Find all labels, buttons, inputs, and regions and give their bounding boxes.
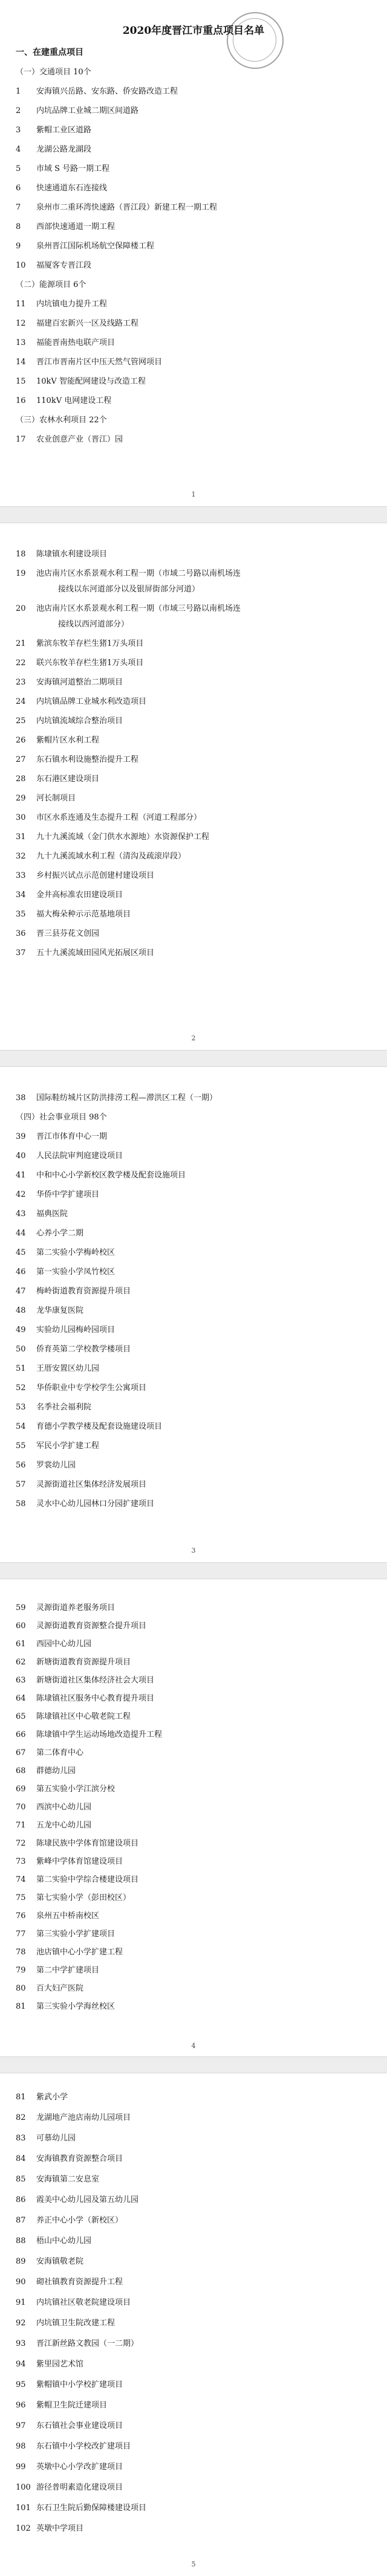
list-item: 93 晋江新丝路文教园（一二期） (16, 2339, 139, 2348)
list-item: 19 池店南片区水系景观水利工程一期（市域二号路以南机场连 (16, 569, 241, 578)
list-item: 11 内坑镇电力提升工程 (16, 300, 108, 309)
list-item: 65 陈埭镇社区中心敬老院工程 (16, 1712, 131, 1721)
list-item: 32 九十九溪流域水利工程（清沟及疏滚岸段） (16, 852, 186, 861)
list-item: 44 心养小学二期 (16, 1229, 84, 1238)
list-item: 88 梧山中心幼儿园 (16, 2236, 92, 2246)
list-item: 91 内坑镇社区敬老院建设项目 (16, 2298, 131, 2307)
list-item: 20 池店南片区水系景观水利工程一期（市域三号路以南机场连 (16, 604, 241, 613)
list-item: 18 陈埭镇水利建设项目 (16, 550, 108, 559)
page-separator (0, 1050, 387, 1067)
list-item: 36 晋三县芬花文创园 (16, 929, 100, 938)
list-item: 81 第三实验小学海丝校区 (16, 2002, 115, 2011)
list-item: 72 陈埭民族中学体育馆建设项目 (16, 1839, 139, 1848)
document-title: 2020年度晋江市重点项目名单 (122, 25, 265, 37)
list-item: 5 市域 S 号路一期工程 (16, 164, 110, 173)
list-item: 90 砌社镇教育资源提升工程 (16, 2278, 123, 2287)
list-item: 30 市区水系连通及生态提升工程（河道工程部分） (16, 813, 202, 822)
list-item: 4 龙湖公路龙湖段 (16, 145, 92, 154)
list-item: 102 英墩中学项目 (16, 2524, 84, 2533)
list-item-continuation: 接线以西河道部分） (58, 620, 129, 629)
list-item: 55 军民小学扩建工程 (16, 1441, 100, 1451)
list-item: 78 池店镇中心小学扩建工程 (16, 1948, 123, 1957)
list-item: 46 第一实验小学凤竹校区 (16, 1267, 115, 1277)
list-item: 83 可慕幼儿园 (16, 2134, 76, 2143)
page-1 (0, 0, 387, 506)
page-separator (0, 1562, 387, 1579)
list-item: 84 安海镇教育资源整合项目 (16, 2154, 123, 2163)
list-item: 42 华侨中学扩建项目 (16, 1190, 100, 1199)
subsection-heading: （二）能源项目 6个 (16, 280, 86, 289)
list-item: 82 龙湖地产池店南幼儿园项目 (16, 2113, 131, 2122)
list-item: 16 110kV 电网建设工程 (16, 396, 112, 405)
list-item: 66 陈埭镇中学生运动场地改造提升工程 (16, 1730, 163, 1739)
list-item: 21 紫滨东牧羊存栏生猪1万头项目 (16, 639, 144, 648)
list-item: 48 龙华康复医院 (16, 1306, 84, 1315)
list-item: 37 五十九溪流域田园风光拓展区项目 (16, 948, 155, 958)
list-item: 12 福建百宏新兴一区及线路工程 (16, 319, 139, 328)
list-item: 71 五龙中心幼儿园 (16, 1821, 92, 1830)
list-item: 22 联兴东牧羊存栏生猪1万头项目 (16, 658, 144, 668)
list-item: 80 百大妇产医院 (16, 1984, 84, 1993)
list-item: 2 内坑品牌工业城二期区间道路 (16, 106, 139, 115)
list-item: 23 安海镇河道整治二期项目 (16, 678, 123, 687)
page-separator (0, 2056, 387, 2073)
list-item: 47 梅岭街道教育资源提升项目 (16, 1287, 131, 1296)
list-item: 24 内坑镇品牌工业城水利改造项目 (16, 697, 147, 706)
list-item: 40 人民法院审判庭建设项目 (16, 1151, 123, 1161)
page-number: 4 (191, 2042, 196, 2050)
list-item: 10 福厦客专晋江段 (16, 261, 92, 270)
list-item: 60 灵源街道教育资源整合提升项目 (16, 1621, 147, 1631)
list-item: 95 紫帽镇中小学校扩建项目 (16, 2380, 123, 2389)
list-item: 7 泉州市二重环湾快速路（晋江段）新建工程一期工程 (16, 203, 218, 212)
list-item: 38 国际鞋纺城片区防洪排涝工程—滞洪区工程（一期） (16, 1093, 218, 1103)
list-item: 34 金井高标准农田建设项目 (16, 890, 123, 900)
list-item: 28 东石港区建设项目 (16, 774, 100, 784)
list-item: 56 罗裳幼儿园 (16, 1461, 76, 1470)
list-item: 98 东石镇中小学校改扩建项目 (16, 2442, 131, 2451)
list-item: 67 第二体育中心 (16, 1748, 84, 1757)
list-item: 86 霞美中心幼儿园及第五幼儿园 (16, 2195, 139, 2204)
page-number: 5 (191, 2560, 196, 2568)
list-item: 51 王厝安置区幼儿园 (16, 1364, 100, 1373)
list-item: 33 乡村振兴试点示范创建村建设项目 (16, 871, 155, 880)
list-item: 3 紫帽工业区道路 (16, 126, 92, 135)
list-item: 1 安海镇兴岳路、安东路、侨安路改造工程 (16, 87, 178, 96)
list-item: 17 农业创意产业（晋江）园 (16, 435, 123, 444)
list-item: 73 紫峰中学体育馆建设项目 (16, 1857, 123, 1866)
list-item: 52 华侨职业中专学校学生公寓项目 (16, 1383, 147, 1393)
list-item: 77 第三实验小学扩建项目 (16, 1930, 115, 1939)
page-3 (0, 1067, 387, 1562)
list-item: 26 紫帽片区水利工程 (16, 736, 100, 745)
page-4 (0, 1579, 387, 2056)
list-item: 45 第二实验小学梅岭校区 (16, 1248, 115, 1257)
page-separator (0, 506, 387, 523)
subsection-heading: （一）交通项目 10个 (16, 68, 91, 77)
list-item: 81 紫武小学 (16, 2093, 68, 2102)
subsection-heading: （三）农林水利项目 22个 (16, 416, 107, 425)
list-item: 68 群德幼儿园 (16, 1766, 76, 1776)
list-item: 74 第二实验中学综合楼建设项目 (16, 1875, 139, 1884)
list-item: 13 福能晋南热电联产项目 (16, 338, 115, 347)
list-item: 62 新塘街道教育资源提升项目 (16, 1658, 131, 1667)
list-item: 94 紫里园艺术馆 (16, 2360, 84, 2369)
list-item: 15 10kV 智能配网建设与改造工程 (16, 377, 146, 386)
list-item: 64 陈埭镇社区服务中心教育提升项目 (16, 1694, 155, 1703)
subsection-heading: （四）社会事业项目 98个 (16, 1113, 107, 1122)
list-item: 8 西部快速通道一期工程 (16, 222, 115, 231)
list-item-continuation: 接线以东河道部分以及银屏街部分河道） (58, 585, 200, 594)
list-item: 14 晋江市晋南片区中压天然气管网项目 (16, 358, 163, 367)
list-item: 43 福典医院 (16, 1209, 68, 1219)
list-item: 49 实验幼儿园梅岭园项目 (16, 1325, 115, 1335)
list-item: 6 快速通道东石连接线 (16, 184, 108, 193)
list-item: 76 泉州五中桥南校区 (16, 1911, 100, 1921)
list-item: 27 东石镇水利设施整治提升工程 (16, 755, 139, 764)
list-item: 97 东石镇社会事业建设项目 (16, 2421, 123, 2430)
list-item: 29 河长制项目 (16, 794, 76, 803)
list-item: 54 育德小学教学楼及配套设施建设项目 (16, 1422, 163, 1431)
list-item: 50 侨育英第二学校教学楼项目 (16, 1345, 131, 1354)
list-item: 57 灵源街道社区集体经济发展项目 (16, 1480, 147, 1489)
list-item: 25 内坑镇流域综合整治项目 (16, 716, 123, 726)
list-item: 59 灵源街道养老服务项目 (16, 1603, 115, 1612)
list-item: 31 九十九溪流域（金门供水水源地）水资源保护工程 (16, 832, 210, 842)
page-5 (0, 2073, 387, 2576)
list-item: 39 晋江市体育中心一期 (16, 1132, 108, 1141)
list-item: 69 第五实验小学江滨分校 (16, 1785, 115, 1794)
list-item: 87 养正中心小学（新校区） (16, 2216, 123, 2225)
list-item: 58 灵水中心幼儿园林口分园扩建项目 (16, 1499, 155, 1509)
list-item: 96 紫帽卫生院迁建项目 (16, 2401, 108, 2410)
page-2 (0, 523, 387, 1050)
page-number: 1 (191, 491, 196, 498)
page-number: 2 (191, 1034, 196, 1042)
list-item: 101 东石卫生院后勤保障楼建设项目 (16, 2504, 147, 2513)
page-number: 3 (191, 1547, 196, 1554)
list-item: 63 新塘街道社区集体经济社会大项目 (16, 1676, 155, 1685)
list-item: 53 名季社会福利院 (16, 1403, 92, 1412)
list-item: 75 第七实验小学（彭田校区） (16, 1893, 131, 1902)
official-seal (227, 12, 284, 69)
list-item: 79 第二中学扩建项目 (16, 1966, 100, 1975)
list-item: 35 福大梅朵种示示范基地项目 (16, 910, 131, 919)
section-heading: 一、在建重点项目 (16, 48, 83, 57)
list-item: 70 西滨中心幼儿园 (16, 1803, 92, 1812)
list-item: 100 游径普明素造化建设项目 (16, 2483, 123, 2492)
list-item: 85 安海镇第二安息室 (16, 2175, 100, 2184)
list-item: 41 中和中心小学新校区教学楼及配套设施项目 (16, 1171, 186, 1180)
list-item: 89 安海镇敬老院 (16, 2257, 84, 2266)
list-item: 99 英墩中心小学改扩建项目 (16, 2462, 123, 2471)
list-item: 9 泉州晋江国际机场航空保障楼工程 (16, 242, 155, 251)
list-item: 92 内坑镇卫生院改建工程 (16, 2319, 115, 2328)
list-item: 61 西园中心幼儿园 (16, 1640, 92, 1649)
